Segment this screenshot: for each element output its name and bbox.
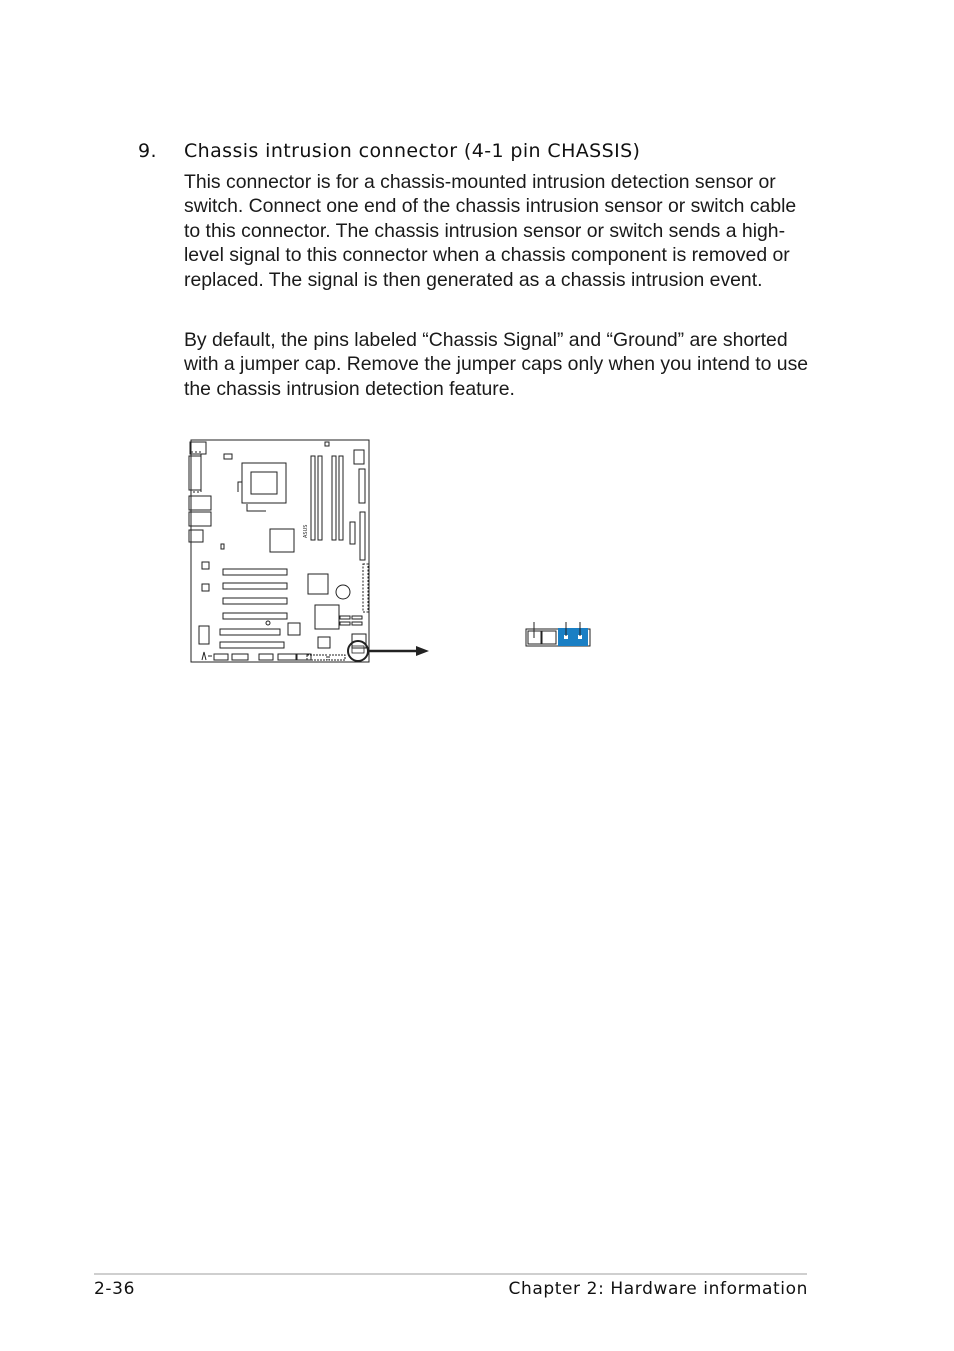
- chapter-title: Chapter 2: Hardware information: [508, 1279, 808, 1299]
- page-number: 2-36: [94, 1279, 135, 1299]
- paragraph-default-setting: By default, the pins labeled “Chassis Signal” and “Ground” are shorted with a jumper cap. Remove the jumper caps only when you intend to use the chassis intrusion detection feature.: [184, 329, 809, 400]
- pin-2: [542, 631, 556, 644]
- section-heading: [138, 140, 640, 162]
- jumper-cap: [558, 628, 588, 646]
- paragraph-description: This connector is for a chassis-mounted intrusion detection sensor or switch. Connect one end of the chassis intrusion sensor or switch cable to this connector. The chassis intrusion sensor or switch sends a high-level signal to this connector when a chassis component is removed or replaced. The signal is then generated as a chassis intrusion event.: [184, 171, 797, 291]
- footer-rule: [94, 1273, 807, 1275]
- chassis-connector-figure: [180, 432, 610, 672]
- figure-drawing: [180, 432, 610, 672]
- pointer-arrow-head: [416, 646, 429, 656]
- chassis-connector-enlarged: [526, 622, 590, 646]
- section-title: Chassis intrusion connector (4-1 pin CHASSIS): [184, 140, 641, 162]
- section-number: 9.: [138, 140, 157, 162]
- board-logo: ASUS: [303, 524, 309, 538]
